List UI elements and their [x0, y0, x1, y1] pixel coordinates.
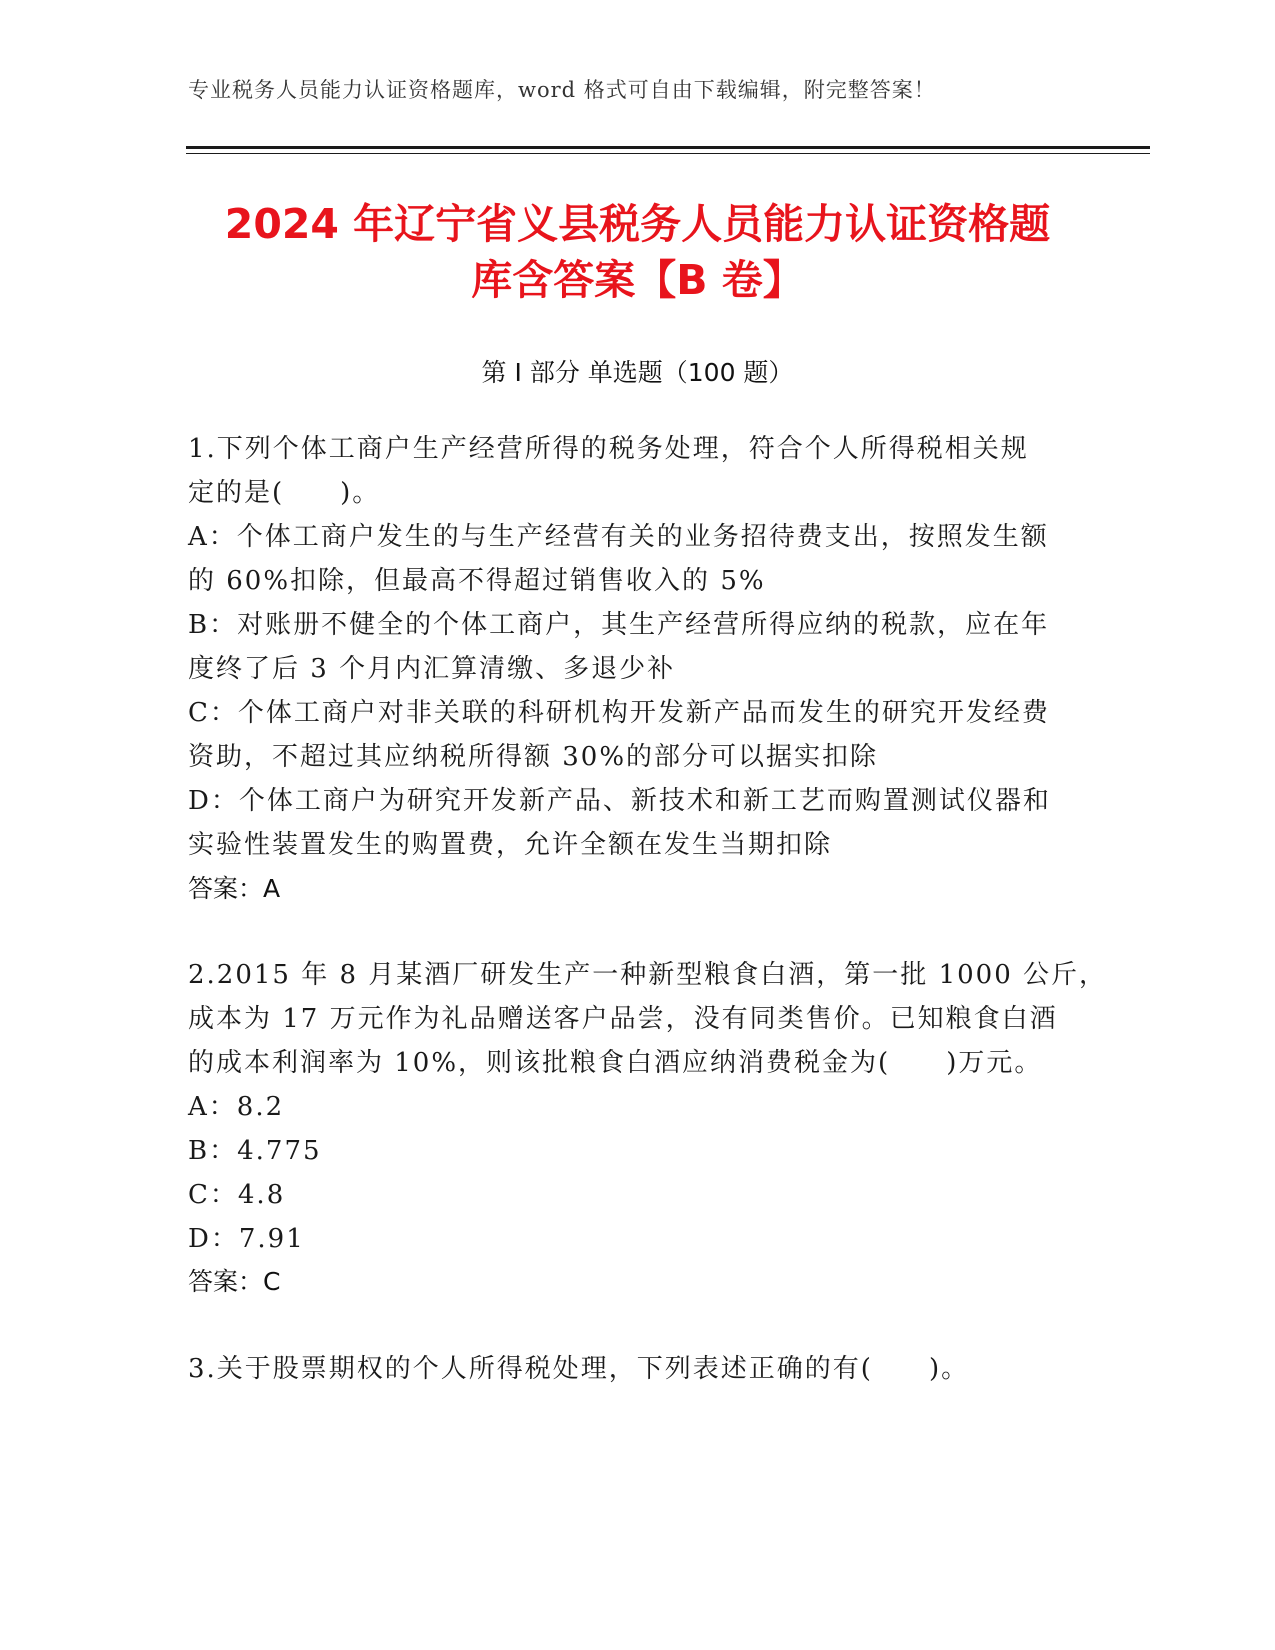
- header-rule-thin: [186, 153, 1150, 154]
- q1-option-c-line-2: 资助，不超过其应纳税所得额 30%的部分可以据实扣除: [188, 742, 879, 772]
- header-note: 专业税务人员能力认证资格题库，word 格式可自由下载编辑，附完整答案！: [188, 78, 936, 102]
- title-line-2: 库含答案【B 卷】: [471, 256, 804, 304]
- document-title: [150, 196, 1125, 308]
- q1-stem-line-2: 定的是( )。: [188, 478, 381, 508]
- q1-answer: 答案：A: [188, 874, 281, 903]
- q1-option-a-line-1: A：个体工商户发生的与生产经营有关的业务招待费支出，按照发生额: [188, 522, 1049, 552]
- q2-option-a: A：8.2: [188, 1092, 285, 1122]
- q1-option-a-line-2: 的 60%扣除，但最高不得超过销售收入的 5%: [188, 566, 766, 596]
- q2-stem-line-1: 2.2015 年 8 月某酒厂研发生产一种新型粮食白酒，第一批 1000 公斤，: [188, 960, 1108, 990]
- q3-stem-line-1: 3.关于股票期权的个人所得税处理，下列表述正确的有( )。: [188, 1354, 970, 1384]
- q1-option-d-line-2: 实验性装置发生的购置费，允许全额在发生当期扣除: [188, 830, 833, 860]
- q2-option-b: B：4.775: [188, 1136, 322, 1166]
- header-rule-thick: [186, 146, 1150, 149]
- q1-option-b-line-2: 度终了后 3 个月内汇算清缴、多退少补: [188, 654, 676, 684]
- q2-option-d: D：7.91: [188, 1224, 305, 1254]
- section-heading: 第 I 部分 单选题（100 题）: [481, 358, 794, 387]
- q1-option-b-line-1: B：对账册不健全的个体工商户，其生产经营所得应纳的税款，应在年: [188, 610, 1050, 640]
- q2-stem-line-2: 成本为 17 万元作为礼品赠送客户品尝，没有同类售价。已知粮食白酒: [188, 1004, 1058, 1034]
- q2-option-c: C：4.8: [188, 1180, 286, 1210]
- q1-option-d-line-1: D：个体工商户为研究开发新产品、新技术和新工艺而购置测试仪器和: [188, 786, 1051, 816]
- q1-stem-line-1: 1.下列个体工商户生产经营所得的税务处理，符合个人所得税相关规: [188, 434, 1029, 464]
- q1-option-c-line-1: C：个体工商户对非关联的科研机构开发新产品而发生的研究开发经费: [188, 698, 1050, 728]
- q2-stem-line-3: 的成本利润率为 10%，则该批粮食白酒应纳消费税金为( )万元。: [188, 1048, 1043, 1078]
- title-line-1: 2024 年辽宁省义县税务人员能力认证资格题: [224, 200, 1051, 248]
- q2-answer: 答案：C: [188, 1267, 281, 1296]
